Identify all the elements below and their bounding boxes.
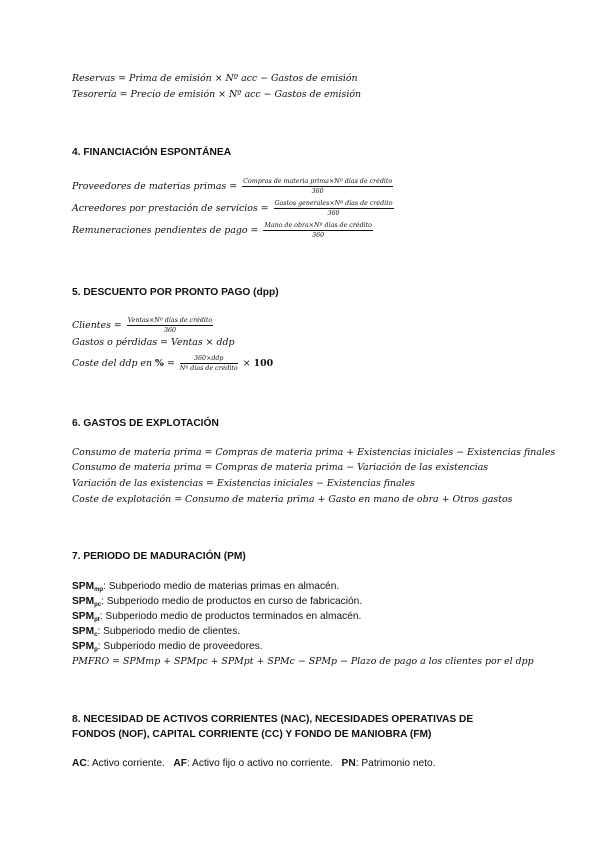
formula-lhs: Reservas [72, 73, 116, 84]
formula-variacion: Variación de las existencias = Existencias iniciales − Existencias finales [72, 478, 415, 489]
definition-abbr: PN [341, 758, 356, 769]
formula-lhs: Clientes [72, 320, 111, 331]
definition-text: : Subperiodo medio de materias primas en almacén. [103, 581, 340, 592]
definition-abbr: $SPM_c$ [72, 626, 98, 638]
section-7-heading: 7. PERIODO DE MADURACIÓN (PM) [72, 551, 246, 562]
fraction-numerator: Ventas×Nº días de crédito [127, 317, 213, 324]
fraction [127, 317, 213, 334]
definition-abbr: $SPM_{pc}$ [72, 596, 102, 608]
formula-rhs: Prima de emisión × Nº acc − Gastos de emisión [129, 73, 358, 84]
formula-rhs: Precio de emisión × Nº acc − Gastos de emisión [130, 89, 362, 100]
formula-acreedores: Acreedores por prestación de servicios = $\frac{\text{Gastos generales×Nº días de crédito}}{360}$ [72, 200, 393, 217]
formula-proveedores: Proveedores de materias primas = $\frac{\text{Compras de materia prima×Nº días de crédito}}{360}$ [72, 178, 393, 195]
definition-abbr: AC [72, 758, 87, 769]
definition-text: : Subperiodo medio de productos en curso de fabricación. [101, 596, 363, 607]
formula-rhs: Ventas × ddp [171, 337, 235, 348]
formula-clientes: Clientes = $\frac{\text{Ventas×Nº días de crédito}}{360}$ [72, 317, 213, 334]
formula-tesoreria: Tesorería = Precio de emisión × Nº acc − Gastos de emisión [72, 89, 362, 100]
definition-text: : Subperiodo medio de clientes. [97, 626, 241, 637]
formula-lhs: Tesorería [72, 89, 117, 100]
section-8-heading-line-1: 8. NECESIDAD DE ACTIVOS CORRIENTES (NAC), NECESIDADES OPERATIVAS DE [72, 714, 474, 725]
definition-text: : Subperiodo medio de productos terminados en almacén. [99, 611, 362, 622]
formula-lhs: Gastos o pérdidas [72, 337, 158, 348]
formula-coste-ddp: Coste del ddp en % = $\frac{\text{360×ddp}}{\text{Nº días de crédito}}$ × 100 [72, 355, 274, 372]
section-4-heading: 4. FINANCIACIÓN ESPONTÁNEA [72, 147, 232, 158]
fraction-numerator: Mano de obra×Nº días de crédito [264, 222, 372, 229]
definition-abbr: $SPM_{mp}$ [72, 581, 104, 593]
hundred-value: 100 [253, 358, 274, 369]
definition-spm-p [72, 640, 263, 657]
fraction-numerator: Compras de materia prima×Nº días de crédito [243, 178, 393, 185]
section-5-heading: 5. DESCUENTO POR PRONTO PAGO (dpp) [72, 287, 279, 298]
fraction [274, 200, 394, 217]
percent-symbol: % [155, 358, 164, 369]
formula-coste-explotacion: Coste de explotación = Consumo de materia prima + Gasto en mano de obra + Otros gastos [72, 494, 513, 505]
section-6-heading: 6. GASTOS DE EXPLOTACIÓN [72, 418, 219, 429]
definition-abbr: AF [173, 758, 187, 769]
formula-consumo-1: Consumo de materia prima = Compras de materia prima + Existencias iniciales − Existencias finales [72, 447, 556, 458]
formula-reservas: Reservas = Prima de emisión × Nº acc − Gastos de emisión [72, 73, 358, 84]
fraction [242, 178, 393, 195]
formula-lhs: Coste del ddp en [72, 358, 153, 369]
formula-pmfro: PMFRO = SPMmp + SPMpc + SPMpt + SPMc − SPMp − Plazo de pago a los clientes por el dpp [72, 656, 534, 667]
formula-gastos-perdidas: Gastos o pérdidas = Ventas × ddp [72, 337, 235, 348]
definition-abbr: $SPM_{pt}$ [72, 611, 100, 623]
definition-text: : Subperiodo medio de proveedores. [97, 641, 263, 652]
fraction-denominator: 360 [327, 210, 340, 217]
formula-consumo-2: Consumo de materia prima = Compras de materia prima − Variación de las existencias [72, 462, 489, 473]
formula-remuneraciones: Remuneraciones pendientes de pago = $\frac{\text{Mano de obra×Nº días de crédito}}{360}$ [72, 222, 372, 239]
fraction-denominator: 360 [312, 232, 325, 239]
definitions-ac-af-pn [72, 757, 436, 771]
formula-lhs: Remuneraciones pendientes de pago [72, 225, 248, 236]
fraction-numerator: 360×ddp [180, 355, 238, 364]
fraction-denominator: 360 [311, 188, 324, 195]
fraction-numerator: Gastos generales×Nº días de crédito [274, 200, 393, 207]
times-symbol: × [242, 358, 251, 369]
fraction [180, 355, 238, 372]
fraction-denominator: 360 [163, 327, 176, 334]
fraction-denominator: Nº días de crédito [179, 365, 238, 372]
definition-text: : Activo corriente. [86, 758, 165, 769]
definition-text: : Activo fijo o activo no corriente. [186, 758, 334, 769]
definition-text: : Patrimonio neto. [355, 758, 436, 769]
formula-lhs: Acreedores por prestación de servicios [72, 203, 258, 214]
definition-abbr: $SPM_p$ [72, 641, 98, 653]
fraction [263, 222, 373, 239]
section-8-heading-line-2: FONDOS (NOF), CAPITAL CORRIENTE (CC) Y FONDO DE MANIOBRA (FM) [72, 729, 432, 740]
formula-lhs: Proveedores de materias primas [72, 181, 227, 192]
